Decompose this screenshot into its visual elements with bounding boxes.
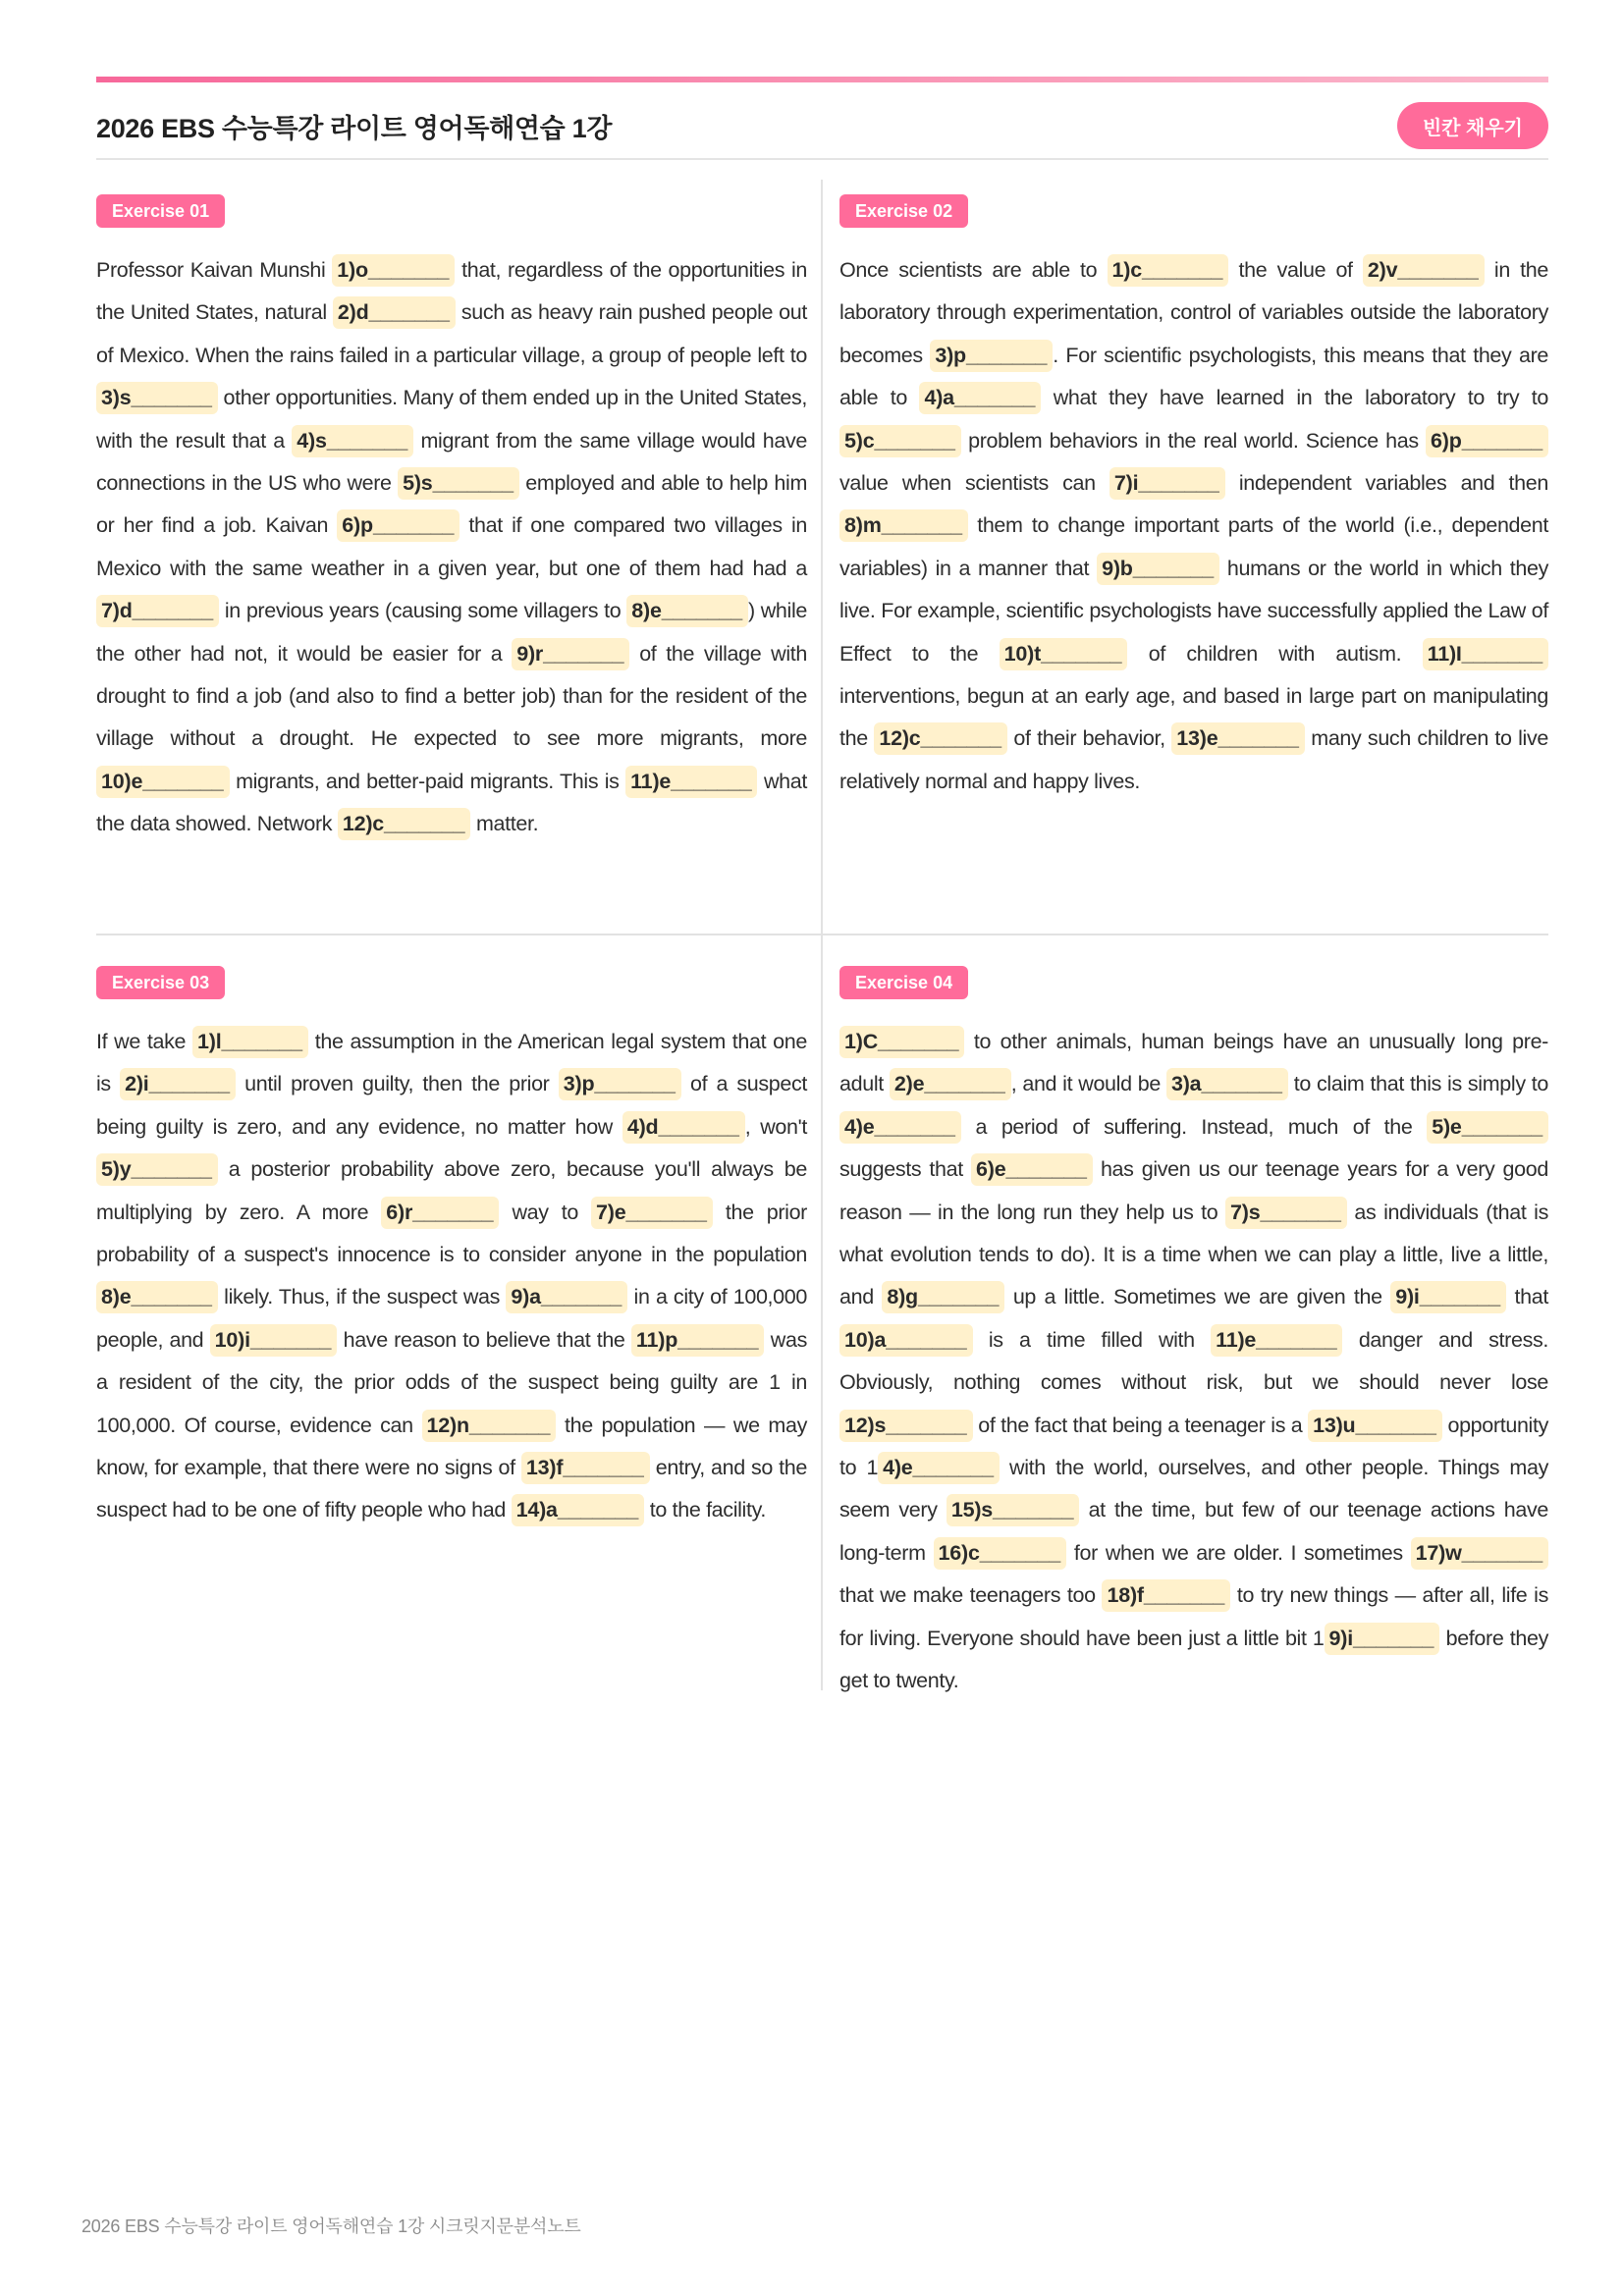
blank-field[interactable]: 10)i_______ <box>210 1324 338 1357</box>
blank-field[interactable]: 11)I_______ <box>1423 638 1548 670</box>
exercise-03 <box>96 966 807 1532</box>
passage-text: to try new things — after all, life is for living. Everyone should have been just a little bit 1 <box>839 1583 1548 1650</box>
passage-text: to the facility. <box>644 1498 767 1522</box>
passage-text: that <box>1506 1285 1548 1309</box>
blank-field[interactable]: 4)d_______ <box>622 1111 745 1144</box>
blank-field[interactable]: 15)s_______ <box>947 1494 1080 1526</box>
blank-field[interactable]: 10)e_______ <box>96 766 230 798</box>
blank-field[interactable]: 6)p_______ <box>1426 425 1548 457</box>
header-divider <box>96 158 1548 160</box>
blank-field[interactable]: 6)p_______ <box>337 509 460 542</box>
passage-text: the assumption in the American legal system that one is <box>96 1030 808 1096</box>
fill-blanks-button[interactable]: 빈칸 채우기 <box>1397 102 1548 149</box>
passage-text: until proven guilty, then the prior <box>235 1072 559 1096</box>
blank-field[interactable]: 4)e_______ <box>878 1452 1000 1484</box>
passage-text: have reason to believe that the <box>337 1327 631 1352</box>
passage-text: in a city of 100,000 people, and <box>96 1285 807 1352</box>
passage-text: at the time, but few of our teenage actions have long-term <box>839 1498 1548 1565</box>
passage-text: up a little. Sometimes we are given the <box>1004 1285 1391 1309</box>
blank-field[interactable]: 3)p_______ <box>930 340 1053 372</box>
passage-text: . For scientific psychologists, this means that they are able to <box>839 343 1548 410</box>
blank-field[interactable]: 3)p_______ <box>559 1068 681 1100</box>
passage-text: Once scientists are able to <box>839 258 1108 282</box>
passage-text: migrant from the same village would have connections in the US who were <box>96 428 807 496</box>
passage-text: danger and stress. Obviously, nothing comes without risk, but we should never lose <box>839 1327 1549 1395</box>
passage-text: , and it would be <box>1010 1072 1166 1096</box>
passage-text: If we take <box>96 1030 193 1053</box>
passage-text: the prior probability of a suspect's innocence is to consider anyone in the population <box>96 1200 807 1267</box>
passage-text: a period of suffering. Instead, much of the <box>960 1114 1428 1139</box>
blank-field[interactable]: 6)r_______ <box>381 1197 499 1229</box>
blank-field[interactable]: 11)e_______ <box>1211 1324 1342 1357</box>
blank-field[interactable]: 8)e_______ <box>626 595 748 627</box>
passage-text: of the village with drought to find a job (and also to find a better job) than for the resident of the village without a drought. He expected to see more migrants, more <box>96 641 808 751</box>
passage-text: in previous years (causing some villagers to <box>218 599 627 623</box>
blank-field[interactable]: 12)s_______ <box>839 1410 973 1442</box>
blank-field[interactable]: 5)s_______ <box>398 467 519 500</box>
passage-text: has given us our teenage years for a very good reason — in the long run they help us to <box>839 1157 1548 1224</box>
passage-text: is a time filled with <box>972 1327 1212 1352</box>
exercise-01 <box>96 194 807 846</box>
page-footer: 2026 EBS 수능특강 라이트 영어독해연습 1강 시크릿지문분석노트 <box>81 2216 581 2236</box>
passage-text: the value of <box>1228 258 1363 282</box>
blank-field[interactable]: 5)c_______ <box>839 425 961 457</box>
passage-text: , won't <box>744 1114 807 1139</box>
blank-field[interactable]: 11)e_______ <box>625 766 757 798</box>
passage-text: migrants, and better-paid migrants. This is <box>229 769 626 793</box>
blank-field[interactable]: 18)f_______ <box>1102 1579 1230 1612</box>
passage-text: of a suspect being guilty is zero, and any evidence, no matter how <box>96 1072 808 1139</box>
blank-field[interactable]: 10)t_______ <box>1000 638 1128 670</box>
exercise-passage <box>839 1021 1548 1703</box>
blank-field[interactable]: 8)e_______ <box>96 1281 218 1313</box>
blank-field[interactable]: 12)c_______ <box>874 722 1007 755</box>
passage-text: other opportunities. Many of them ended up in the United States, with the result that a <box>96 386 807 453</box>
blank-field[interactable]: 9)r_______ <box>512 638 629 670</box>
exercise-passage <box>839 249 1548 803</box>
blank-field[interactable]: 17)w_______ <box>1411 1537 1548 1570</box>
blank-field[interactable]: 8)m_______ <box>839 509 968 542</box>
exercise-badge: Exercise 02 <box>839 194 968 228</box>
blank-field[interactable]: 14)a_______ <box>512 1494 645 1526</box>
blank-field[interactable]: 9)i_______ <box>1325 1623 1440 1655</box>
blank-field[interactable]: 4)e_______ <box>839 1111 961 1144</box>
blank-field[interactable]: 1)c_______ <box>1108 254 1229 287</box>
passage-text: that we make teenagers too <box>839 1583 1103 1608</box>
blank-field[interactable]: 4)s_______ <box>292 425 413 457</box>
blank-field[interactable]: 12)n_______ <box>422 1410 557 1442</box>
passage-text: employed and able to help him or her find a job. Kaivan <box>96 471 808 538</box>
passage-text: of children with autism. <box>1127 641 1423 666</box>
blank-field[interactable]: 6)e_______ <box>971 1153 1093 1186</box>
exercise-badge: Exercise 04 <box>839 966 968 999</box>
passage-text: opportunity to 1 <box>839 1413 1548 1480</box>
passage-text: as individuals (that is what evolution tends to do). It is a time when we can play a little, live a little, and <box>839 1200 1548 1309</box>
accent-bar <box>96 77 1548 82</box>
passage-text: independent variables and then <box>1224 471 1549 496</box>
passage-text: many such children to live relatively normal and happy lives. <box>839 726 1548 793</box>
blank-field[interactable]: 7)e_______ <box>591 1197 713 1229</box>
passage-text: matter. <box>470 812 539 836</box>
passage-text: to other animals, human beings have an unusually long pre-adult <box>839 1030 1548 1096</box>
blank-field[interactable]: 3)a_______ <box>1166 1068 1288 1100</box>
blank-field[interactable]: 2)d_______ <box>333 296 456 329</box>
passage-text: what they have learned in the laboratory to try to <box>1041 386 1548 410</box>
passage-text: way to <box>499 1200 591 1224</box>
row-divider <box>96 934 1548 935</box>
blank-field[interactable]: 13)f_______ <box>521 1452 650 1484</box>
passage-text: for when we are older. I sometimes <box>1066 1540 1411 1565</box>
exercise-04 <box>839 966 1548 1703</box>
exercise-passage <box>96 249 807 846</box>
blank-field[interactable]: 13)u_______ <box>1308 1410 1442 1442</box>
passage-text: that, regardless of the opportunities in the United States, natural <box>96 258 808 325</box>
blank-field[interactable]: 7)i_______ <box>1109 467 1225 500</box>
passage-text: in the laboratory through experimentation, control of variables outside the laboratory becomes <box>839 258 1548 367</box>
passage-text: ) while the other had not, it would be easier for a <box>96 599 807 666</box>
passage-text: likely. Thus, if the suspect was <box>217 1285 507 1309</box>
passage-text: humans or the world in which they live. For example, scientific psychologists have successfully applied the Law of Effect to the <box>839 556 1548 666</box>
passage-text: them to change important parts of the world (i.e., dependent variables) in a manner that <box>839 513 1548 580</box>
passage-text: such as heavy rain pushed people out of Mexico. When the rains failed in a particular village, a group of people left to <box>96 300 807 367</box>
blank-field[interactable]: 2)v_______ <box>1363 254 1485 287</box>
passage-text: was a resident of the city, the prior odds of the suspect being guilty are 1 in 100,000. Of course, evidence can <box>96 1327 807 1437</box>
passage-text: Professor Kaivan Munshi <box>96 258 333 282</box>
passage-text: entry, and so the suspect had to be one of fifty people who had <box>96 1456 807 1522</box>
passage-text: before they get to twenty. <box>839 1626 1548 1693</box>
blank-field[interactable]: 5)y_______ <box>96 1153 218 1186</box>
blank-field[interactable]: 10)a_______ <box>839 1324 973 1357</box>
passage-text: value when scientists can <box>839 471 1109 496</box>
blank-field[interactable]: 11)p_______ <box>631 1324 765 1357</box>
passage-text: interventions, begun at an early age, and based in large part on manipulating the <box>839 684 1548 751</box>
blank-field[interactable]: 9)b_______ <box>1097 553 1219 585</box>
exercise-badge: Exercise 03 <box>96 966 225 999</box>
exercise-badge: Exercise 01 <box>96 194 225 228</box>
exercise-passage <box>96 1021 807 1532</box>
blank-field[interactable]: 8)g_______ <box>882 1281 1004 1313</box>
passage-text: problem behaviors in the real world. Science has <box>960 428 1427 453</box>
passage-text: of the fact that being a teenager is a <box>972 1413 1309 1437</box>
blank-field[interactable]: 1)o_______ <box>332 254 455 287</box>
blank-field[interactable]: 1)l_______ <box>192 1026 308 1058</box>
blank-field[interactable]: 7)s_______ <box>1225 1197 1347 1229</box>
blank-field[interactable]: 3)s_______ <box>96 382 218 414</box>
blank-field[interactable]: 5)e_______ <box>1427 1111 1548 1144</box>
blank-field[interactable]: 4)a_______ <box>919 382 1041 414</box>
passage-text: of their behavior, <box>1006 726 1172 751</box>
blank-field[interactable]: 9)i_______ <box>1390 1281 1506 1313</box>
passage-text: to claim that this is simply to <box>1287 1072 1548 1096</box>
page-header <box>96 94 1548 157</box>
blank-field[interactable]: 16)c_______ <box>934 1537 1067 1570</box>
blank-field[interactable]: 2)e_______ <box>890 1068 1011 1100</box>
blank-field[interactable]: 7)d_______ <box>96 595 219 627</box>
passage-text: that if one compared two villages in Mexico with the same weather in a given year, but one of them had had a <box>96 513 807 580</box>
passage-text: a posterior probability above zero, because you'll always be multiplying by zero. A more <box>96 1157 807 1224</box>
passage-text: with the world, ourselves, and other people. Things may seem very <box>839 1456 1548 1522</box>
blank-field[interactable]: 12)c_______ <box>338 808 471 840</box>
page-title: 2026 EBS 수능특강 라이트 영어독해연습 1강 <box>96 113 613 143</box>
blank-field[interactable]: 9)a_______ <box>506 1281 627 1313</box>
blank-field[interactable]: 2)i_______ <box>120 1068 236 1100</box>
blank-field[interactable]: 13)e_______ <box>1171 722 1305 755</box>
exercise-02 <box>839 194 1548 803</box>
passage-text: the population — we may know, for example, that there were no signs of <box>96 1413 807 1480</box>
blank-field[interactable]: 1)C_______ <box>839 1026 964 1058</box>
passage-text: what the data showed. Network <box>96 769 807 836</box>
passage-text: suggests that <box>839 1157 972 1182</box>
